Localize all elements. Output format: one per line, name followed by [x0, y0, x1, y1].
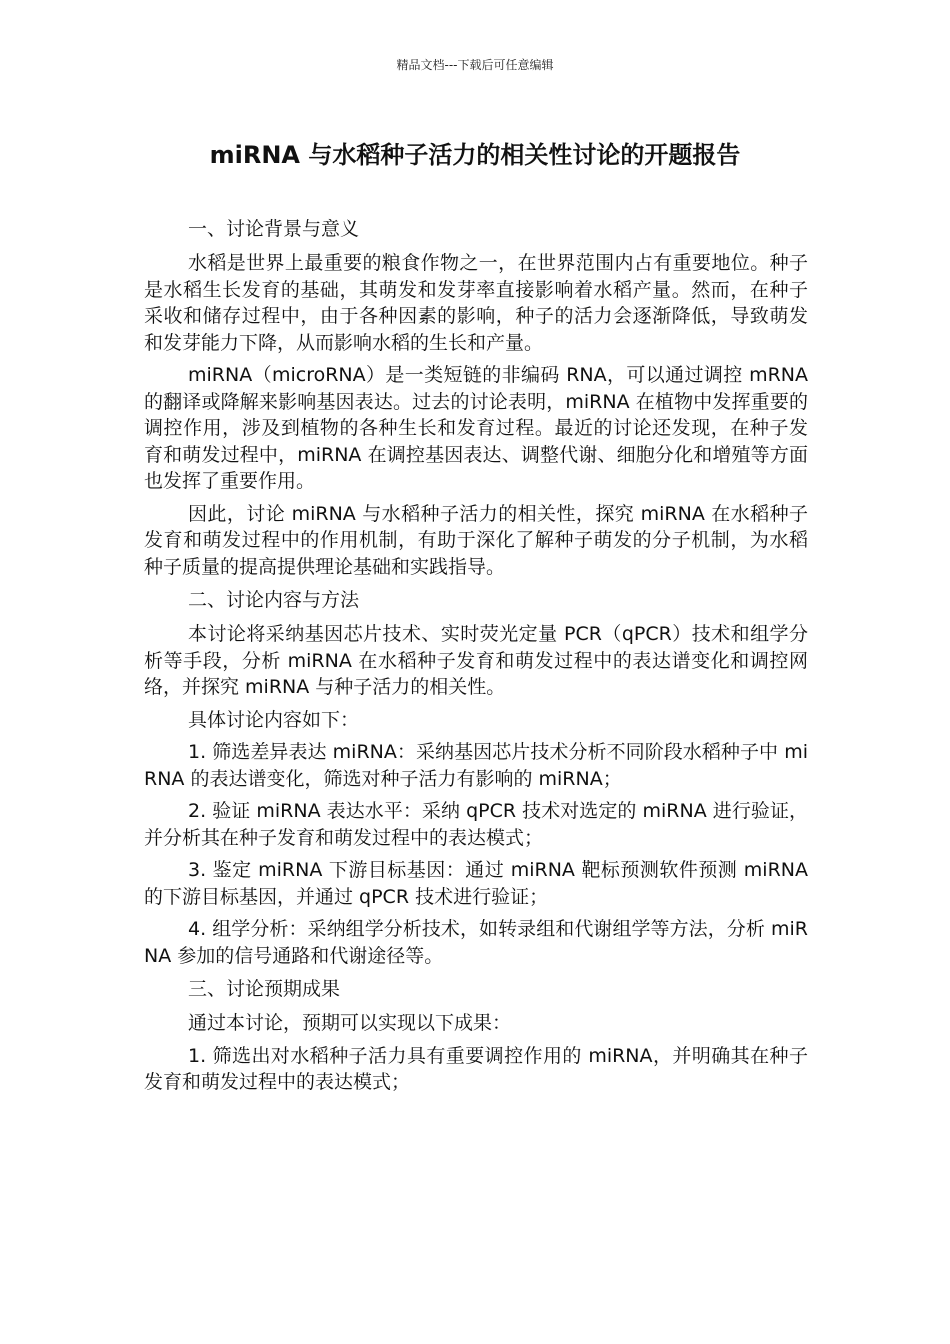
section-heading-background: 一、讨论背景与意义	[188, 218, 360, 240]
section-heading-methods: 二、讨论内容与方法	[188, 589, 360, 611]
paragraph-content-intro: 具体讨论内容如下：	[188, 708, 360, 731]
list-item-screening: 1. 筛选差异表达 miRNA：采纳基因芯片技术分析不同阶段水稻种子中 miRNA 的表达谱变化，筛选对种子活力有影响的 miRNA；	[144, 741, 808, 790]
list-item-outcome-1: 1. 筛选出对水稻种子活力具有重要调控作用的 miRNA，并明确其在种子发育和萌发过程中的表达模式；	[144, 1044, 808, 1093]
list-item-validation: 2. 验证 miRNA 表达水平：采纳 qPCR 技术对选定的 miRNA 进行验证，并分析其在种子发育和萌发过程中的表达模式；	[144, 800, 808, 849]
list-item-omics: 4. 组学分析：采纳组学分析技术，如转录组和代谢组学等方法，分析 miRNA 参加的信号通路和代谢途径等。	[144, 918, 808, 967]
header-note: 精品文档---下载后可任意编辑	[396, 58, 554, 72]
paragraph-mirna-intro: miRNA（microRNA）是一类短链的非编码 RNA，可以通过调控 mRNA 的翻译或降解来影响基因表达。过去的讨论表明，miRNA 在植物中发挥重要的调控作用，涉及到植物的各种生长和发育过程。最近的讨论还发现，在种子发育和萌发过程中，miRNA 在调控基因表达、调整代谢、细胞分化和增殖等方面也发挥了重要作用。	[144, 364, 808, 492]
paragraph-methods-overview: 本讨论将采纳基因芯片技术、实时荧光定量 PCR（qPCR）技术和组学分析等手段，分析 miRNA 在水稻种子发育和萌发过程中的表达谱变化和调控网络，并探究 miRNA 与种子活力的相关性。	[144, 623, 808, 698]
document-body	[144, 215, 808, 1102]
list-item-target-genes: 3. 鉴定 miRNA 下游目标基因：通过 miRNA 靶标预测软件预测 miRNA 的下游目标基因，并通过 qPCR 技术进行验证；	[144, 859, 808, 908]
paragraph-outcomes-intro: 通过本讨论，预期可以实现以下成果：	[188, 1012, 512, 1034]
section-heading-outcomes: 三、讨论预期成果	[188, 978, 341, 1000]
paragraph-research-significance: 因此，讨论 miRNA 与水稻种子活力的相关性，探究 miRNA 在水稻种子发育和萌发过程中的作用机制，有助于深化了解种子萌发的分子机制，为水稻种子质量的提高提供理论基础和实践指导。	[144, 502, 808, 578]
document-title: miRNA 与水稻种子活力的相关性讨论的开题报告	[209, 141, 741, 169]
paragraph-rice-importance: 水稻是世界上最重要的粮食作物之一，在世界范围内占有重要地位。种子是水稻生长发育的基础，其萌发和发芽率直接影响着水稻产量。然而，在种子采收和储存过程中，由于各种因素的影响，种子的活力会逐渐降低，导致萌发和发芽能力下降，从而影响水稻的生长和产量。	[144, 252, 808, 354]
